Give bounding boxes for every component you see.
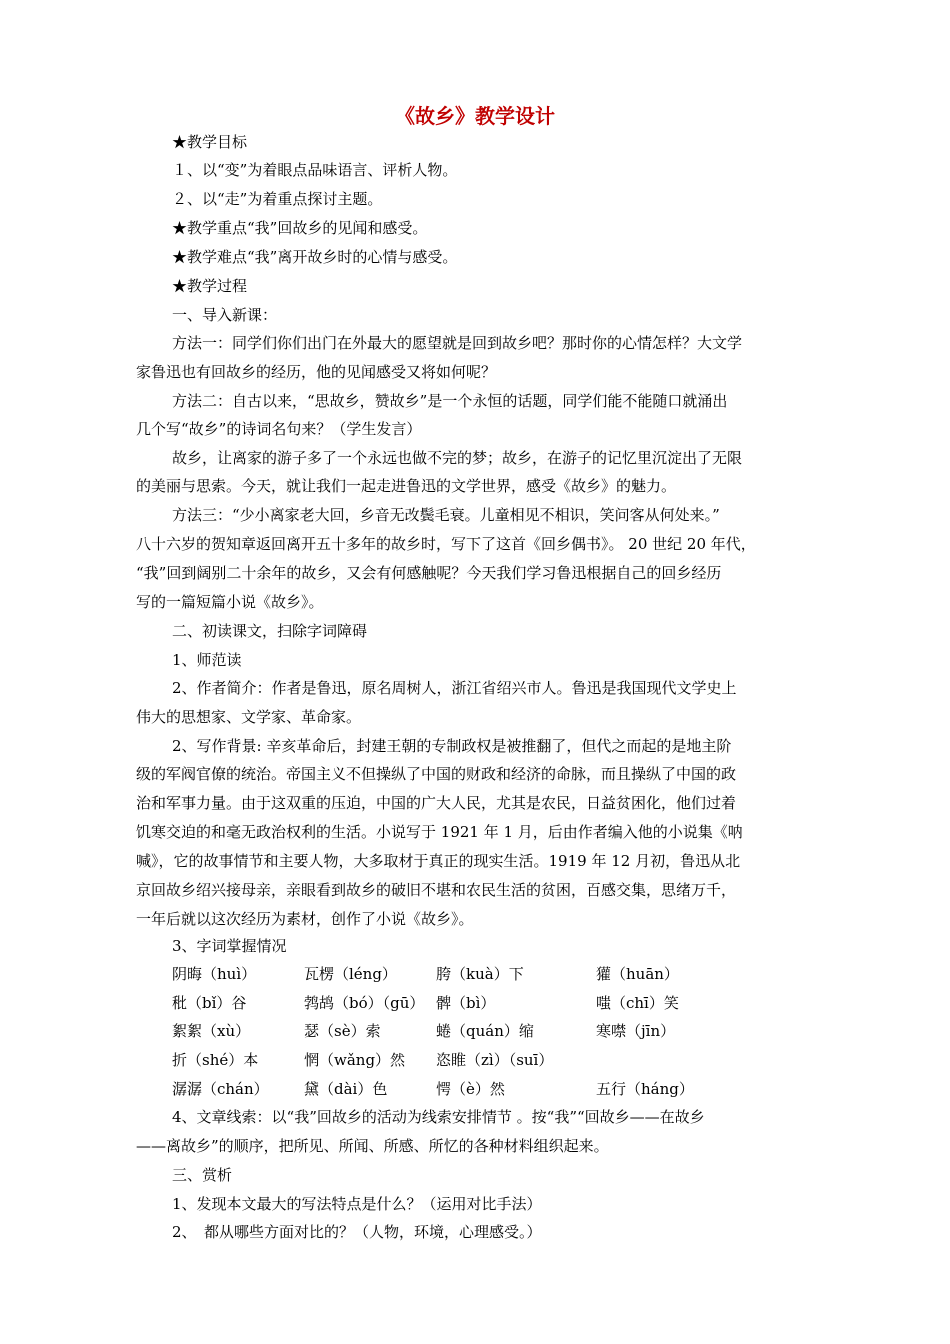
text-line: ★教学目标 [172,133,248,151]
text-line: 1、发现本文最大的写法特点是什么？（运用对比手法） [172,1195,542,1213]
text-line: 2、作者简介：作者是鲁迅，原名周树人，浙江省绍兴市人。鲁迅是我国现代文学史上 [172,679,737,697]
vocab-item: 髀（bì） [436,994,496,1012]
vocab-item: 折（shé）本 [172,1051,259,1069]
vocab-item: 愕（è）然 [436,1080,505,1098]
text-line: 的美丽与思索。今天，就让我们一起走进鲁迅的文学世界，感受《故乡》的魅力。 [136,477,677,495]
text-line: 二、初读课文，扫除字词障碍 [172,622,368,640]
text-line: 3、字词掌握情况 [172,937,287,955]
text-line: 级的军阀官僚的统治。帝国主义不但操纵了中国的财政和经济的命脉，而且操纵了中国的政 [136,765,737,783]
text-line: ——离故乡”的顺序，把所见、所闻、所感、所忆的各种材料组织起来。 [136,1137,609,1155]
vocab-item: 潺潺（chán） [172,1080,269,1098]
text-line: 八十六岁的贺知章返回离开五十多年的故乡时，写下了这首《回乡偶书》。 20 世纪 20 年代， [136,535,756,553]
text-line: 2、写作背景: 辛亥革命后，封建王朝的专制政权是被推翻了，但代之而起的是地主阶 [172,737,732,755]
vocab-item: 秕（bǐ）谷 [172,994,247,1012]
text-line: 方法一：同学们你们出门在外最大的愿望就是回到故乡吧？那时你的心情怎样？大文学 [172,334,743,352]
vocab-item: 瓦楞（léng） [304,965,397,983]
text-line: ★教学过程 [172,277,248,295]
document-title: 《故乡》教学设计 [395,104,555,128]
text-line: 2、 都从哪些方面对比的？（人物，环境，心理感受。） [172,1223,542,1241]
vocab-item: 瑟（sè）索 [304,1022,381,1040]
vocab-item: 鹁鸪（bó）（gū） [304,994,425,1012]
vocab-item: 絮絮（xù） [172,1022,251,1040]
vocab-item: 寒噤（jīn） [596,1022,676,1040]
text-line: 治和军事力量。由于这双重的压迫，中国的广大人民，尤其是农民，日益贫困化，他们过着 [136,794,737,812]
vocab-item: 惘（wǎng）然 [304,1051,406,1069]
text-line: ★教学难点“我”离开故乡时的心情与感受。 [172,248,458,266]
text-line: １、以“变”为着眼点品味语言、评析人物。 [172,161,458,179]
text-line: ２、以“走”为着重点探讨主题。 [172,190,383,208]
text-line: 喊》，它的故事情节和主要人物，大多取材于真正的现实生活。1919 年 12 月初，鲁迅从北 [136,852,741,870]
text-line: 几个写“故乡”的诗词名句来？（学生发言） [136,420,422,438]
text-line: 家鲁迅也有回故乡的经历，他的见闻感受又将如何呢？ [136,363,497,381]
vocab-item: 胯（kuà）下 [436,965,524,983]
text-line: ★教学重点“我”回故乡的见闻和感受。 [172,219,428,237]
text-line: 伟大的思想家、文学家、革命家。 [136,708,362,726]
text-line: 4、文章线索：以“我”回故乡的活动为线索安排情节 。按“我”“回故乡——在故乡 [172,1108,705,1126]
vocab-item: 恣睢（zì）（suī） [436,1051,554,1069]
vocab-item: 獾（huān） [596,965,679,983]
text-line: “我”回到阔别二十余年的故乡，又会有何感触呢？今天我们学习鲁迅根据自己的回乡经历 [136,564,722,582]
text-line: 一年后就以这次经历为素材，创作了小说《故乡》。 [136,910,474,928]
vocab-item: 黛（dài）色 [304,1080,388,1098]
vocab-item: 嗤（chī）笑 [596,994,679,1012]
text-line: 三、赏析 [172,1166,233,1184]
vocab-item: 阴晦（huì） [172,965,257,983]
text-line: 一、导入新课： [172,306,278,324]
text-line: 方法三：“少小离家老大回，乡音无改鬓毛衰。儿童相见不相识，笑问客从何处来。” [172,506,720,524]
text-line: 故乡，让离家的游子多了一个永远也做不完的梦；故乡，在游子的记忆里沉淀出了无限 [172,449,743,467]
text-line: 方法二：自古以来，“思故乡，赞故乡”是一个永恒的话题，同学们能不能随口就涌出 [172,392,728,410]
text-line: 京回故乡绍兴接母亲，亲眼看到故乡的破旧不堪和农民生活的贫困，百感交集，思绪万千， [136,881,737,899]
text-line: 写的一篇短篇小说《故乡》。 [136,593,324,611]
text-line: 饥寒交迫的和毫无政治权利的生活。小说写于 1921 年 1 月，后由作者编入他的小说集《呐 [136,823,743,841]
vocab-item: 蜷（quán）缩 [436,1022,534,1040]
text-line: 1、师范读 [172,651,242,669]
vocab-item: 五行（háng） [596,1080,694,1098]
